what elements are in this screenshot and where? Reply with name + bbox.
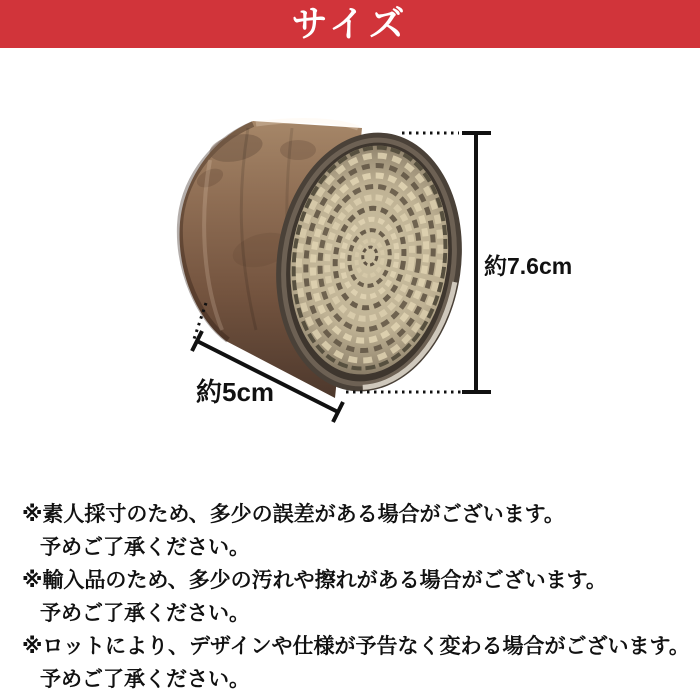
notes-section [22, 498, 690, 696]
note-line: 予めご了承ください。 [40, 602, 250, 625]
height-dimension-label: 約7.6cm [484, 253, 573, 279]
size-banner-title: サイズ [291, 3, 409, 44]
note-line: 予めご了承ください。 [40, 536, 250, 559]
note-item [22, 564, 690, 630]
note-item [22, 498, 690, 564]
product-image [179, 120, 478, 403]
note-line: 予めご了承ください。 [40, 668, 250, 691]
note-item [22, 630, 690, 696]
length-dimension-label: 約5cm [196, 377, 275, 407]
note-line: ※素人採寸のため、多少の誤差がある場合がございます。 [22, 503, 565, 526]
patina-spot [280, 140, 316, 160]
note-line: ※ロットにより、デザインや仕様が予告なく変わる場合がございます。 [22, 635, 690, 658]
note-line: ※輸入品のため、多少の汚れや擦れがある場合がございます。 [22, 569, 607, 592]
